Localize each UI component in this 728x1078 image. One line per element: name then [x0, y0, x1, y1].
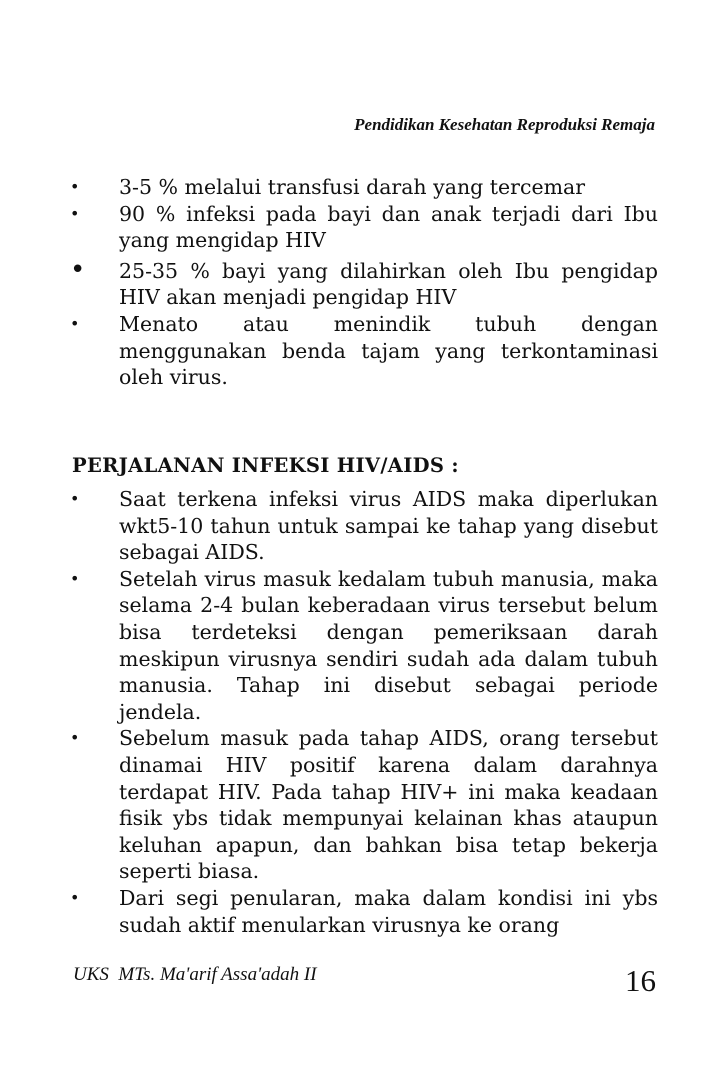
bullet-icon: •: [70, 313, 80, 333]
section-heading: PERJALANAN INFEKSI HIV/AIDS :: [72, 454, 459, 477]
list-item-text: 90 % infeksi pada bayi dan anak terjadi dari Ibu yang mengidap HIV: [119, 201, 658, 253]
list-item: [70, 566, 658, 726]
list-item: [70, 254, 658, 311]
bullet-icon: •: [70, 728, 80, 748]
list-item: [70, 486, 685, 566]
bullet-icon: •: [70, 489, 80, 508]
page-header: Pendidikan Kesehatan Reproduksi Remaja: [354, 115, 655, 134]
bullet-icon: •: [70, 177, 80, 196]
list-item: [70, 725, 658, 885]
page-number: 16: [625, 963, 656, 998]
list-item-text: Dari segi penularan, maka dalam kondisi ini ybs sudah aktif menularkan virusnya ke orang: [119, 885, 658, 937]
list-item: [70, 174, 658, 201]
list-item: [70, 311, 658, 391]
bullet-icon: •: [70, 203, 80, 223]
bullet-icon: •: [70, 254, 86, 285]
list-item-text: Sebelum masuk pada tahap AIDS, orang tersebut dinamai HIV positif karena dalam darahnya terdapat HIV. Pada tahap HIV+ ini maka keadaan fisik ybs tidak mempunyai kelainan khas ataupun keluhan apapun, dan bahkan bisa tetap bekerja seperti biasa.: [119, 726, 658, 884]
list-item: [70, 885, 658, 938]
bullet-icon: •: [70, 887, 80, 907]
infection-stages-list: [70, 486, 685, 938]
list-item-text: 3-5 % melalui transfusi darah yang tercemar: [119, 175, 586, 199]
list-item: [70, 201, 658, 254]
list-item-text: Menato atau menindik tubuh dengan menggunakan benda tajam yang terkontaminasi oleh virus.: [119, 311, 658, 390]
footer-school-name: UKS MTs. Ma'arif Assa'adah II: [73, 964, 317, 985]
list-item-text: Saat terkena infeksi virus AIDS maka diperlukan wkt5-10 tahun untuk sampai ke tahap yang disebut sebagai AIDS.: [119, 487, 685, 565]
list-item-text: Setelah virus masuk kedalam tubuh manusia, maka selama 2-4 bulan keberadaan virus tersebut belum bisa terdeteksi dengan pemeriksaan darah meskipun virusnya sendiri sudah ada dalam tubuh manusia. Tahap ini disebut sebagai periode jendela.: [119, 566, 658, 724]
list-item-text: 25-35 % bayi yang dilahirkan oleh Ibu pengidap HIV akan menjadi pengidap HIV: [119, 258, 658, 310]
bullet-icon: •: [70, 568, 80, 588]
transmission-list: [70, 174, 658, 391]
